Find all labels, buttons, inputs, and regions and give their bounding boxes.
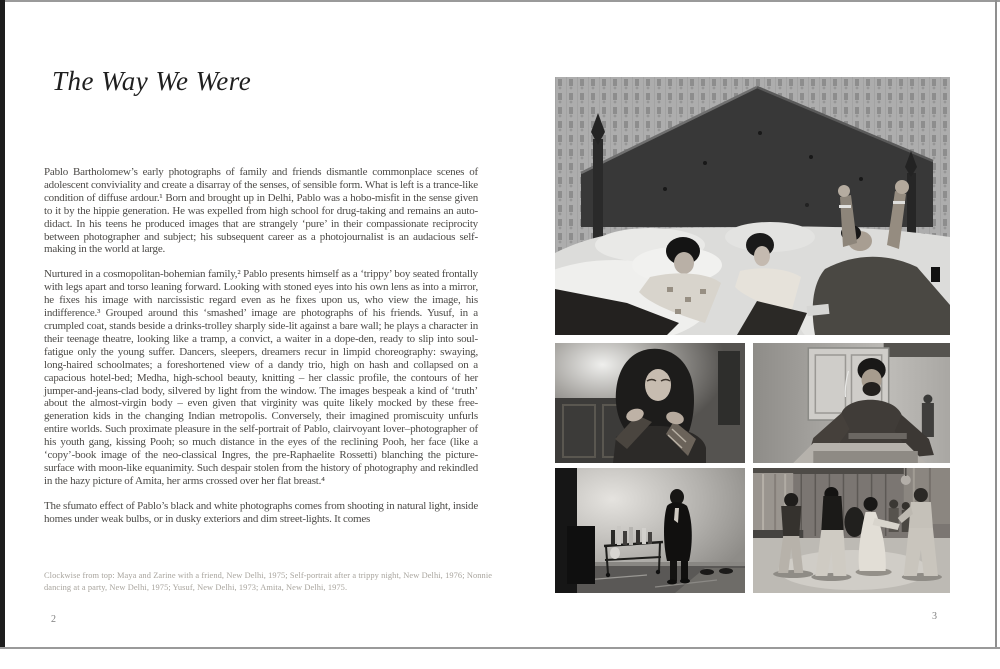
bed-scene-illustration — [555, 77, 950, 335]
page-title: The Way We Were — [52, 66, 252, 96]
yusuf-illustration — [555, 468, 745, 593]
essay-paragraph-2: Nurtured in a cosmopolitan-bohemian family,² Pablo presents himself as a ‘trippy’ boy seated frontally with legs apart and torso leaning forward. Looking with stoned eyes into his own lens as into a mirror, he fixes his image with narcissistic regard even as he fixes upon us, who view the image, his indifference.³ Grouped around this ‘smashed’ image are photographs of his friends. Yusuf, in a crumpled coat, stands beside a drinks-trolley sharply side-lit against a bare wall; he plays a character in their teenage theatre, looking like a tramp, a convict, a waiter in a dope-den, ready to slip into soul-fatigue only the young suffer. Dancers, sleepers, dreamers recur in limpid choreography: swaying, long-haired schoolmates; a foreshortened view of a dandy trio, high on hash and collapsed on a capacious hotel-bed; Medha, high-school beauty, knitting – her classic profile, the contours of her jumper-and-jeans-clad body, silvered by light from the window. The images bespeak a kind of ‘truth’ about the almost-virgin body – even given that virginity was quite likely mocked by these free-generation kids in the changing Indian metropolis. Conversely, their imagined promiscuity unfurls entire worlds. Such proximate pleasure in the self-portrait of Pablo, clairvoyant lover–photographer of his youth gang, kissing Pooh; so much distance in the eyes of the reclining Pooh, her face (like a ‘copy’-book image of the neo-classical Ingres, the pre-Raphaelite Rossetti) blanching the picture-surface with moon-like equanimity. Such despair stolen from the history of photography and rekindled in the hazy picture of Amita, her arms crossed over her flat breast.⁴ — [44, 268, 478, 487]
page-number-left: 2 — [51, 614, 56, 625]
page-bottom-edge — [0, 647, 1000, 649]
photo-maya-and-zarine-with-a-friend — [555, 77, 950, 335]
essay-paragraph-3: The sfumato effect of Pablo’s black and white photographs comes from shooting in natural light, inside homes under weak bulbs, or in dusky exteriors and dim street-lights. It comes — [44, 499, 478, 525]
page-right-edge — [995, 0, 997, 649]
photo-self-portrait — [753, 343, 950, 463]
party-illustration — [753, 468, 950, 593]
page-left-edge — [0, 0, 5, 649]
photo-yusuf — [555, 468, 745, 593]
self-portrait-illustration — [753, 343, 950, 463]
essay-paragraph-1: Pablo Bartholomew’s early photographs of family and friends dismantle commonplace scenes of adolescent conviviality and create a disarray of the senses, of sensible form. What is left is a trance-like condition of diffuse ardour.¹ Born and brought up in Delhi, Pablo was a hobo-misfit in the sense given to it by the hippie generation. He was expelled from high school for drug-taking and remains an auto-didact. In his teens he produced images that are strangely ‘pure’ in their compassionate reciprocity between photographer and subject; his subsequent career as a photojournalist is an audacious self-making in the world at large. — [44, 166, 478, 256]
photo-amita — [555, 343, 745, 463]
page-top-edge — [0, 0, 1000, 2]
amita-illustration — [555, 343, 745, 463]
page-number-right: 3 — [932, 611, 937, 622]
essay-text — [44, 166, 478, 538]
photo-caption: Clockwise from top: Maya and Zarine with a friend, New Delhi, 1975; Self-portrait after a trippy night, New Delhi, 1976; Nonnie dancing at a party, New Delhi, 1975; Yusuf, New Delhi, 1973; Amita, New Delhi, 1975. — [44, 571, 493, 592]
photo-nonnie-dancing — [753, 468, 950, 593]
